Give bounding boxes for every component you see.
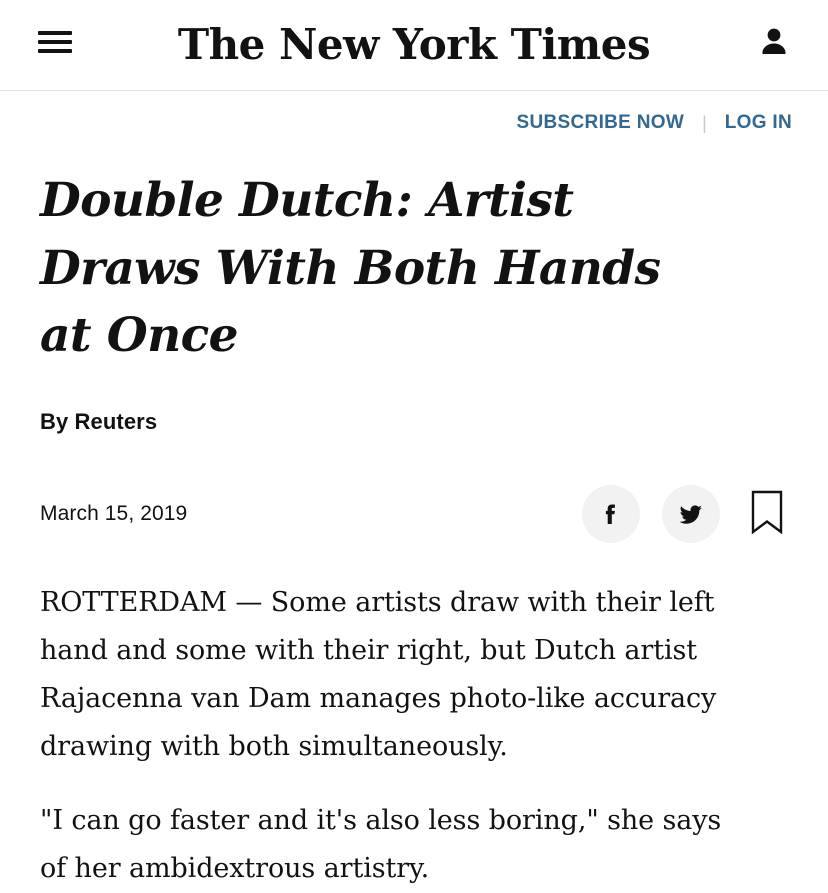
article-body (40, 579, 788, 893)
subscribe-now-link[interactable]: SUBSCRIBE NOW (516, 112, 685, 133)
account-person-icon[interactable] (756, 24, 792, 60)
twitter-share-button[interactable] (662, 485, 720, 543)
twitter-icon (676, 499, 706, 529)
article (0, 167, 828, 893)
publish-timestamp: March 15, 2019 (40, 502, 188, 526)
bookmark-icon (750, 490, 784, 539)
article-paragraph: "I can go faster and it's also less boring," she says of her ambidextrous artistry. (40, 805, 722, 885)
byline: By Reuters (40, 409, 158, 435)
subscribe-bar (0, 91, 828, 155)
page-title: Double Dutch: Artist Draws With Both Hands at Once (40, 173, 661, 364)
share-toolbar (582, 485, 788, 543)
log-in-link[interactable]: LOG IN (724, 112, 792, 133)
article-meta-row (40, 483, 788, 545)
article-paragraph: ROTTERDAM — Some artists draw with their left hand and some with their right, but Dutch artist Rajacenna van Dam manages photo-like accuracy drawing with both simultaneously. (40, 587, 717, 763)
facebook-icon (597, 500, 625, 528)
facebook-share-button[interactable] (582, 485, 640, 543)
subbar-divider: | (702, 112, 707, 133)
save-article-button[interactable] (746, 485, 788, 543)
masthead (0, 0, 828, 91)
nyt-logo[interactable]: The New York Times (177, 20, 651, 69)
